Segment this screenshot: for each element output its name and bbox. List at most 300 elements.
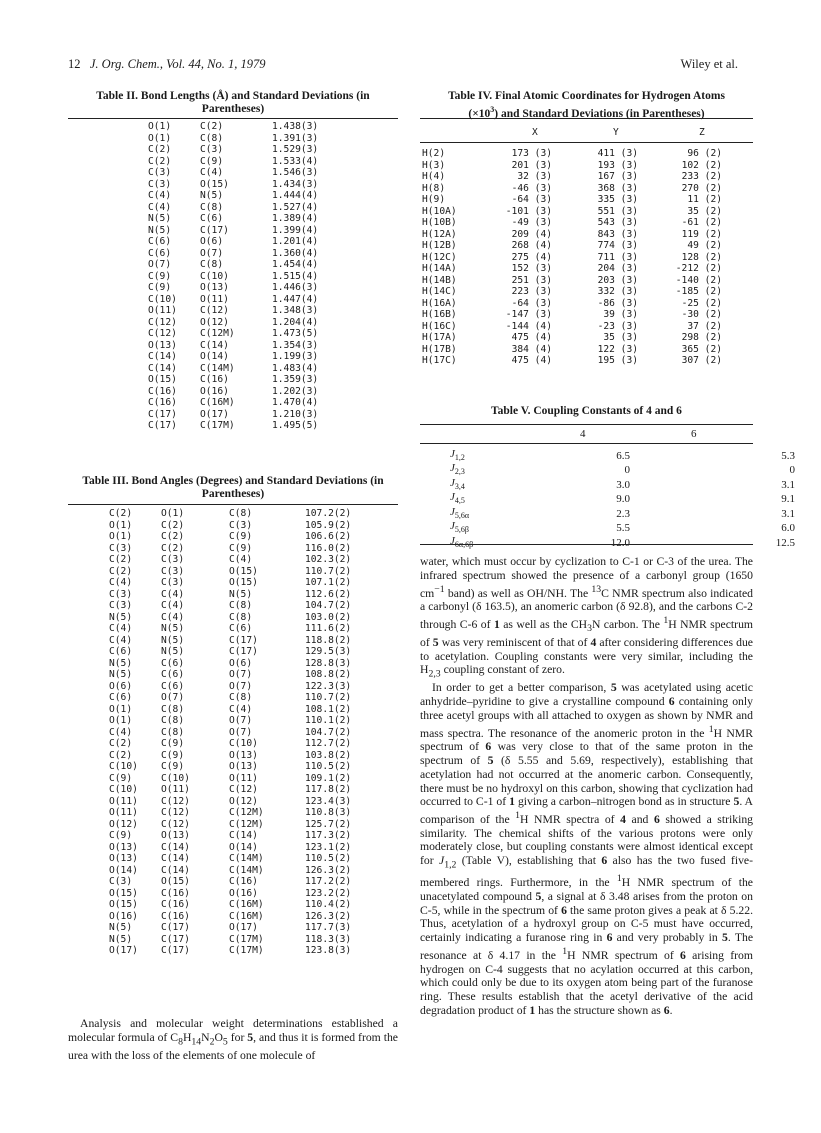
atom-2: C(8) bbox=[161, 726, 185, 738]
atom-2: C(16) bbox=[161, 910, 190, 922]
coord-x: -101 (3) bbox=[505, 205, 552, 217]
atom-1: O(13) bbox=[148, 339, 177, 351]
atom-2: C(3) bbox=[161, 577, 185, 588]
table3-row bbox=[109, 543, 385, 555]
page-number: 12 bbox=[68, 57, 81, 71]
table3-row bbox=[109, 876, 385, 888]
atom-2: C(10) bbox=[200, 270, 229, 282]
table2-row bbox=[148, 328, 342, 340]
atom-2: C(3) bbox=[200, 144, 224, 155]
bond-angle: 107.2(2) bbox=[305, 508, 352, 519]
bond-angle: 116.0(2) bbox=[305, 542, 352, 554]
coord-x: -64 (3) bbox=[511, 194, 552, 205]
atom-1: N(5) bbox=[148, 213, 172, 224]
coord-x: 475 (4) bbox=[511, 355, 552, 366]
hydrogen-atom: H(17A) bbox=[422, 332, 457, 343]
bond-angle: 110.1(2) bbox=[305, 715, 352, 726]
atom-3: O(15) bbox=[229, 577, 258, 588]
table4-row bbox=[422, 332, 722, 344]
atom-1: C(2) bbox=[109, 738, 133, 749]
table2-row bbox=[148, 409, 342, 421]
coord-y: 843 (3) bbox=[597, 228, 638, 240]
coord-z: 307 (2) bbox=[681, 355, 722, 366]
atom-1: O(16) bbox=[109, 910, 138, 922]
hydrogen-atom: H(12C) bbox=[422, 251, 457, 263]
coord-z: -25 (2) bbox=[681, 297, 722, 309]
coord-y: -86 (3) bbox=[597, 297, 638, 309]
coupling-label: $J_{4,5}$ bbox=[450, 491, 465, 506]
atom-3: C(14) bbox=[229, 830, 258, 841]
atom-3: C(8) bbox=[229, 611, 253, 623]
atom-3: C(12) bbox=[229, 784, 258, 795]
coord-x: 209 (4) bbox=[511, 228, 552, 240]
atom-2: O(15) bbox=[200, 178, 229, 190]
atom-3: O(6) bbox=[229, 657, 253, 669]
atom-3: C(16M) bbox=[229, 899, 264, 910]
bond-length: 1.201(4) bbox=[272, 236, 319, 247]
atom-3: O(7) bbox=[229, 680, 253, 692]
coord-z: 96 (2) bbox=[687, 148, 722, 159]
atom-1: C(17) bbox=[148, 408, 177, 420]
bond-angle: 128.8(3) bbox=[305, 657, 352, 669]
coord-x: 223 (3) bbox=[511, 286, 552, 297]
table3-row bbox=[109, 600, 385, 612]
table3-row bbox=[109, 888, 385, 900]
atom-3: C(4) bbox=[229, 703, 253, 715]
coord-z: -30 (2) bbox=[681, 309, 722, 320]
table2-row bbox=[148, 340, 342, 352]
table5-col-6: 6 bbox=[691, 428, 697, 440]
hydrogen-atom: H(10B) bbox=[422, 217, 457, 228]
atom-2: C(6) bbox=[161, 669, 185, 680]
hydrogen-atom: H(12A) bbox=[422, 228, 457, 240]
bond-length: 1.447(4) bbox=[272, 293, 319, 305]
coupling-value-4: 3.0 bbox=[616, 478, 630, 491]
hydrogen-atom: H(3) bbox=[422, 159, 446, 171]
atom-2: O(1) bbox=[161, 508, 185, 519]
bond-angle: 109.1(2) bbox=[305, 772, 352, 784]
atom-1: C(3) bbox=[109, 876, 133, 887]
atom-2: C(8) bbox=[200, 259, 224, 270]
bond-length: 1.434(3) bbox=[272, 178, 319, 190]
coupling-value-6: 12.5 bbox=[775, 536, 795, 549]
atom-1: C(12) bbox=[148, 328, 177, 339]
coupling-value-4: 0 bbox=[624, 464, 630, 477]
right-paragraph-1: water, which must occur by cyclization to C-1 or C-3 of the urea. The infrared spectrum showed the presence of a carbonyl group (1650 $cm^{-1}$ band) as well as OH/NH. The $^{13}$C NMR spectrum also indicated a carbonyl (δ 163.5), an anomeric carbon (δ 92.8), and the carbons C-2 through C-6 of 1 as well as the $CH_3N$ carbon. The $^1$H NMR spectrum of 5 was very reminiscent of that of 4 after considering differences due to acetylation. Coupling constants were very similar, including the $H_{2,3}$ coupling constant of zero. bbox=[420, 555, 754, 680]
running-header-left bbox=[68, 57, 265, 72]
table2-row bbox=[148, 248, 342, 260]
atom-2: C(12) bbox=[200, 305, 229, 316]
atom-2: N(5) bbox=[161, 623, 185, 634]
table4-row bbox=[422, 321, 722, 333]
coord-z: 35 (2) bbox=[687, 205, 722, 217]
table3-row bbox=[109, 945, 385, 957]
atom-3: C(9) bbox=[229, 531, 253, 542]
coord-z: 233 (2) bbox=[681, 171, 722, 182]
table4-row bbox=[422, 183, 722, 195]
coord-x: -49 (3) bbox=[511, 217, 552, 228]
coord-z: 37 (2) bbox=[687, 320, 722, 332]
atom-3: C(14M) bbox=[229, 853, 264, 864]
table3-row bbox=[109, 750, 385, 762]
table3-bond-angles bbox=[109, 508, 385, 957]
bond-length: 1.515(4) bbox=[272, 270, 319, 282]
table4-col-y: Y bbox=[613, 127, 619, 138]
bond-length: 1.483(4) bbox=[272, 362, 319, 374]
table2-row bbox=[148, 294, 342, 306]
atom-1: C(6) bbox=[109, 646, 133, 657]
atom-2: C(2) bbox=[200, 121, 224, 132]
atom-3: O(16) bbox=[229, 887, 258, 899]
table4-row bbox=[422, 229, 722, 241]
atom-2: C(16) bbox=[161, 887, 190, 899]
table5-row bbox=[450, 449, 795, 463]
bond-angle: 110.7(2) bbox=[305, 692, 352, 703]
table3-row bbox=[109, 807, 385, 819]
table3-row bbox=[109, 658, 385, 670]
table4-caption bbox=[420, 90, 753, 121]
atom-1: O(1) bbox=[148, 132, 172, 144]
bond-length: 1.473(5) bbox=[272, 328, 319, 339]
coord-y: 35 (3) bbox=[603, 332, 638, 343]
table2-row bbox=[148, 386, 342, 398]
atom-1: C(14) bbox=[148, 362, 177, 374]
atom-2: C(2) bbox=[161, 531, 185, 542]
bond-angle: 106.6(2) bbox=[305, 531, 352, 542]
coord-x: 201 (3) bbox=[511, 159, 552, 171]
atom-2: O(13) bbox=[161, 830, 190, 841]
table3-row bbox=[109, 531, 385, 543]
bond-angle: 129.5(3) bbox=[305, 646, 352, 657]
coupling-value-6: 5.3 bbox=[781, 449, 795, 462]
table3-row bbox=[109, 922, 385, 934]
table2-row bbox=[148, 156, 342, 168]
atom-1: C(3) bbox=[109, 542, 133, 554]
table3-row bbox=[109, 842, 385, 854]
atom-1: C(3) bbox=[109, 600, 133, 611]
hydrogen-atom: H(17C) bbox=[422, 355, 457, 366]
coord-x: -144 (4) bbox=[505, 320, 552, 332]
atom-3: O(13) bbox=[229, 749, 258, 761]
right-paragraph-2: In order to get a better comparison, 5 was acetylated using acetic anhydride–pyridine to give a crystalline compound 6 containing only three acetyl groups with all attached to oxygen as shown by NMR and mass spectra. The resonance of the anomeric proton in the $^1$H NMR spectrum of 6 was very close to that of the same proton in the spectrum of 5 (δ 5.55 and 5.69, respectively), establishing that acetylation had not occurred at the anomeric carbon. Consequently, there must be no hydroxyl on this carbon, showing that cyclization had occurred to C-1 of 1 giving a carbon–nitrogen bond as in structure 5. A comparison of the $^1$H NMR spectra of 4 and 6 showed a striking similarity. The chemical shifts of the various protons were only moderately close, but coupling constants were almost identical except for $J_{1,2}$ (Table V), establishing that 6 also has the two fused five-membered rings. Furthermore, in the $^1$H NMR spectrum of the unacetylated compound 5, a signal at δ 3.48 arises from the proton on C-5, while in the spectrum of 6 the same proton gives a peak at δ 5.22. Thus, acetylation of a hydroxyl group on C-5 must have occurred, certainly indicating a furanose ring in 6 and very probably in 5. The resonance at δ 4.17 in the $^1$H NMR spectrum of 6 arising from hydrogen on C-4 suggests that no acylation occurred at this carbon, which could only be due to its oxygen atom being part of the furanose ring. These results establish that the acetyl derivative of the acid degradation product of 1 has the structure shown as 6. bbox=[420, 681, 754, 1017]
atom-1: O(6) bbox=[109, 680, 133, 692]
bond-length: 1.438(3) bbox=[272, 121, 319, 132]
coord-z: 102 (2) bbox=[681, 159, 722, 171]
table2-row bbox=[148, 236, 342, 248]
coord-z: 49 (2) bbox=[687, 240, 722, 251]
atom-1: C(4) bbox=[109, 726, 133, 738]
coupling-label: $J_{6\alpha,6\beta}$ bbox=[450, 534, 474, 550]
atom-1: C(12) bbox=[148, 316, 177, 328]
bond-length: 1.446(3) bbox=[272, 282, 319, 293]
atom-1: O(13) bbox=[109, 841, 138, 853]
coord-y: 167 (3) bbox=[597, 171, 638, 182]
coord-x: 268 (4) bbox=[511, 240, 552, 251]
table3-caption: Table III. Bond Angles (Degrees) and Standard Deviations (in Parentheses) bbox=[82, 475, 384, 500]
table2-row bbox=[148, 179, 342, 191]
atom-3: C(17) bbox=[229, 646, 258, 657]
table5-row bbox=[450, 478, 795, 492]
table4-row bbox=[422, 263, 722, 275]
bond-angle: 102.3(2) bbox=[305, 554, 352, 565]
atom-1: C(3) bbox=[109, 588, 133, 600]
table3-row bbox=[109, 865, 385, 877]
coupling-label: $J_{5,6\alpha}$ bbox=[450, 505, 470, 521]
atom-1: O(1) bbox=[109, 531, 133, 542]
bond-length: 1.527(4) bbox=[272, 201, 319, 213]
coord-y: 332 (3) bbox=[597, 286, 638, 297]
atom-1: O(7) bbox=[148, 259, 172, 270]
atom-1: C(4) bbox=[109, 577, 133, 588]
atom-2: C(8) bbox=[200, 201, 224, 213]
table2-row bbox=[148, 351, 342, 363]
table4-hydrogen-coords bbox=[422, 148, 722, 367]
table2-row bbox=[148, 363, 342, 375]
atom-3: C(6) bbox=[229, 623, 253, 634]
bond-angle: 123.8(3) bbox=[305, 945, 352, 956]
atom-1: C(16) bbox=[148, 385, 177, 397]
coord-y: -23 (3) bbox=[597, 320, 638, 332]
table5-caption: Table V. Coupling Constants of 4 and 6 bbox=[491, 405, 682, 417]
atom-1: C(9) bbox=[148, 282, 172, 293]
coord-z: 298 (2) bbox=[681, 332, 722, 343]
table3-row bbox=[109, 773, 385, 785]
table2-row bbox=[148, 225, 342, 237]
atom-2: O(14) bbox=[200, 351, 229, 362]
bond-length: 1.454(4) bbox=[272, 259, 319, 270]
table4-row bbox=[422, 217, 722, 229]
table3-row bbox=[109, 784, 385, 796]
atom-1: C(2) bbox=[148, 144, 172, 155]
bond-angle: 125.7(2) bbox=[305, 818, 352, 830]
table2-row bbox=[148, 397, 342, 409]
coord-z: 270 (2) bbox=[681, 182, 722, 194]
coupling-label: $J_{5,6\beta}$ bbox=[450, 520, 469, 535]
coupling-label: $J_{3,4}$ bbox=[450, 476, 465, 492]
hydrogen-atom: H(16A) bbox=[422, 297, 457, 309]
atom-3: C(3) bbox=[229, 519, 253, 531]
atom-3: O(15) bbox=[229, 565, 258, 577]
atom-3: O(13) bbox=[229, 761, 258, 772]
coord-z: -185 (2) bbox=[675, 286, 722, 297]
atom-3: C(16M) bbox=[229, 910, 264, 922]
atom-2: C(16M) bbox=[200, 397, 235, 408]
atom-2: O(15) bbox=[161, 876, 190, 887]
atom-2: C(4) bbox=[161, 588, 185, 600]
atom-2: C(2) bbox=[161, 542, 185, 554]
table3-row bbox=[109, 566, 385, 578]
coord-x: 152 (3) bbox=[511, 263, 552, 274]
hydrogen-atom: H(14C) bbox=[422, 286, 457, 297]
atom-1: O(1) bbox=[109, 715, 133, 726]
bond-length: 1.470(4) bbox=[272, 397, 319, 408]
atom-2: C(12M) bbox=[200, 328, 235, 339]
atom-1: O(14) bbox=[109, 864, 138, 876]
atom-1: O(11) bbox=[109, 807, 138, 818]
bond-length: 1.495(5) bbox=[272, 420, 319, 431]
atom-1: C(6) bbox=[148, 236, 172, 247]
atom-2: O(13) bbox=[200, 282, 229, 293]
atom-3: O(11) bbox=[229, 772, 258, 784]
hydrogen-atom: H(10A) bbox=[422, 205, 457, 217]
bond-angle: 117.2(2) bbox=[305, 876, 352, 887]
coord-z: 119 (2) bbox=[681, 228, 722, 240]
atom-1: C(9) bbox=[148, 270, 172, 282]
atom-1: C(4) bbox=[148, 190, 172, 201]
coord-z: -140 (2) bbox=[675, 274, 722, 286]
atom-1: N(5) bbox=[109, 922, 133, 933]
right-column-text bbox=[420, 555, 753, 1018]
atom-1: C(4) bbox=[148, 201, 172, 213]
atom-1: O(15) bbox=[109, 899, 138, 910]
bond-angle: 110.5(2) bbox=[305, 853, 352, 864]
atom-1: C(2) bbox=[109, 565, 133, 577]
atom-3: O(7) bbox=[229, 669, 253, 680]
coupling-value-4: 5.5 bbox=[616, 522, 630, 535]
table3-row bbox=[109, 704, 385, 716]
table5-row bbox=[450, 521, 795, 535]
atom-1: N(5) bbox=[109, 657, 133, 669]
atom-3: C(14M) bbox=[229, 864, 264, 876]
atom-1: O(11) bbox=[148, 305, 177, 316]
table3-row bbox=[109, 853, 385, 865]
atom-3: O(7) bbox=[229, 715, 253, 726]
table2-row bbox=[148, 133, 342, 145]
atom-1: O(17) bbox=[109, 945, 138, 956]
bond-length: 1.202(3) bbox=[272, 385, 319, 397]
atom-2: C(9) bbox=[161, 738, 185, 749]
atom-2: C(14) bbox=[161, 841, 190, 853]
atom-2: C(9) bbox=[161, 761, 185, 772]
coord-x: 32 (3) bbox=[517, 171, 552, 182]
coord-z: -61 (2) bbox=[681, 217, 722, 228]
bond-angle: 108.1(2) bbox=[305, 703, 352, 715]
table2-caption: Table II. Bond Lengths (Å) and Standard Deviations (in Parentheses) bbox=[96, 90, 370, 115]
table2-row bbox=[148, 374, 342, 386]
coord-y: 543 (3) bbox=[597, 217, 638, 228]
atom-2: C(17M) bbox=[200, 420, 235, 431]
hydrogen-atom: H(14A) bbox=[422, 263, 457, 274]
coord-x: 475 (4) bbox=[511, 332, 552, 343]
atom-1: N(5) bbox=[109, 933, 133, 945]
left-paragraph-text: Analysis and molecular weight determinations established a molecular formula of $C_8H_{14}N_2O_5$ for 5, and thus it is formed from the urea with the loss of the elements of one molecule of bbox=[68, 1017, 398, 1062]
atom-1: C(9) bbox=[109, 830, 133, 841]
atom-2: C(14M) bbox=[200, 362, 235, 374]
table4-row bbox=[422, 275, 722, 287]
table3-row bbox=[109, 796, 385, 808]
coord-x: 275 (4) bbox=[511, 251, 552, 263]
atom-2: C(8) bbox=[161, 715, 185, 726]
table5-row bbox=[450, 463, 795, 477]
atom-1: O(1) bbox=[109, 703, 133, 715]
atom-1: O(1) bbox=[109, 519, 133, 531]
coupling-value-6: 0 bbox=[789, 464, 795, 477]
table4-row bbox=[422, 355, 722, 367]
table5-bottom-rule bbox=[420, 544, 753, 545]
table4-header-rule bbox=[420, 142, 753, 143]
coord-z: 128 (2) bbox=[681, 251, 722, 263]
bond-length: 1.354(3) bbox=[272, 339, 319, 351]
coupling-value-4: 12.0 bbox=[610, 536, 630, 549]
coord-y: 195 (3) bbox=[597, 355, 638, 366]
table4-caption-text: Table IV. Final Atomic Coordinates for Hydrogen Atoms $(\times 10^3)$ and Standard Deviations (in Parentheses) bbox=[448, 90, 725, 120]
atom-1: C(17) bbox=[148, 420, 177, 431]
atom-2: C(9) bbox=[200, 155, 224, 167]
atom-2: C(3) bbox=[161, 565, 185, 577]
atom-2: O(12) bbox=[200, 316, 229, 328]
table3-row bbox=[109, 554, 385, 566]
coord-x: -147 (3) bbox=[505, 309, 552, 320]
table3-row bbox=[109, 520, 385, 532]
bond-angle: 117.8(2) bbox=[305, 784, 352, 795]
bond-length: 1.389(4) bbox=[272, 213, 319, 224]
atom-1: C(10) bbox=[109, 784, 138, 795]
table4-row bbox=[422, 194, 722, 206]
coord-x: -46 (3) bbox=[511, 182, 552, 194]
atom-3: O(7) bbox=[229, 726, 253, 738]
bond-angle: 123.1(2) bbox=[305, 841, 352, 853]
atom-2: C(12) bbox=[161, 818, 190, 830]
table5-col-4: 4 bbox=[580, 428, 586, 440]
atom-3: C(17) bbox=[229, 634, 258, 646]
atom-1: O(11) bbox=[109, 795, 138, 807]
atom-1: C(16) bbox=[148, 397, 177, 408]
atom-2: O(11) bbox=[200, 293, 229, 305]
hydrogen-atom: H(17B) bbox=[422, 343, 457, 355]
bond-angle: 122.3(3) bbox=[305, 680, 352, 692]
coord-x: -64 (3) bbox=[511, 297, 552, 309]
atom-2: C(17) bbox=[161, 945, 190, 956]
atom-3: O(14) bbox=[229, 841, 258, 853]
atom-1: N(5) bbox=[109, 669, 133, 680]
atom-2: C(16) bbox=[161, 899, 190, 910]
table3-row bbox=[109, 830, 385, 842]
atom-2: C(2) bbox=[161, 519, 185, 531]
bond-angle: 123.2(2) bbox=[305, 887, 352, 899]
atom-1: C(3) bbox=[148, 167, 172, 178]
atom-1: C(6) bbox=[148, 247, 172, 259]
coord-y: 774 (3) bbox=[597, 240, 638, 251]
hydrogen-atom: H(12B) bbox=[422, 240, 457, 251]
table3-row bbox=[109, 819, 385, 831]
atom-1: C(2) bbox=[109, 554, 133, 565]
atom-1: C(14) bbox=[148, 351, 177, 362]
coord-y: 335 (3) bbox=[597, 194, 638, 205]
atom-2: C(16) bbox=[200, 374, 229, 385]
table3-row bbox=[109, 934, 385, 946]
table2-row bbox=[148, 167, 342, 179]
bond-length: 1.359(3) bbox=[272, 374, 319, 385]
table4-row bbox=[422, 252, 722, 264]
bond-length: 1.399(4) bbox=[272, 224, 319, 236]
bond-angle: 110.7(2) bbox=[305, 565, 352, 577]
table4-row bbox=[422, 160, 722, 172]
bond-angle: 111.6(2) bbox=[305, 623, 352, 634]
bond-length: 1.199(3) bbox=[272, 351, 319, 362]
atom-3: C(12M) bbox=[229, 807, 264, 818]
bond-angle: 126.3(2) bbox=[305, 864, 352, 876]
table3-row bbox=[109, 646, 385, 658]
atom-2: C(4) bbox=[161, 600, 185, 611]
bond-angle: 110.5(2) bbox=[305, 761, 352, 772]
table3-row bbox=[109, 715, 385, 727]
atom-1: C(2) bbox=[148, 155, 172, 167]
table4-top-rule bbox=[420, 118, 753, 119]
coupling-value-6: 9.1 bbox=[781, 493, 795, 506]
table4-row bbox=[422, 286, 722, 298]
table5-coupling-constants bbox=[450, 449, 795, 550]
bond-angle: 117.7(3) bbox=[305, 922, 352, 933]
